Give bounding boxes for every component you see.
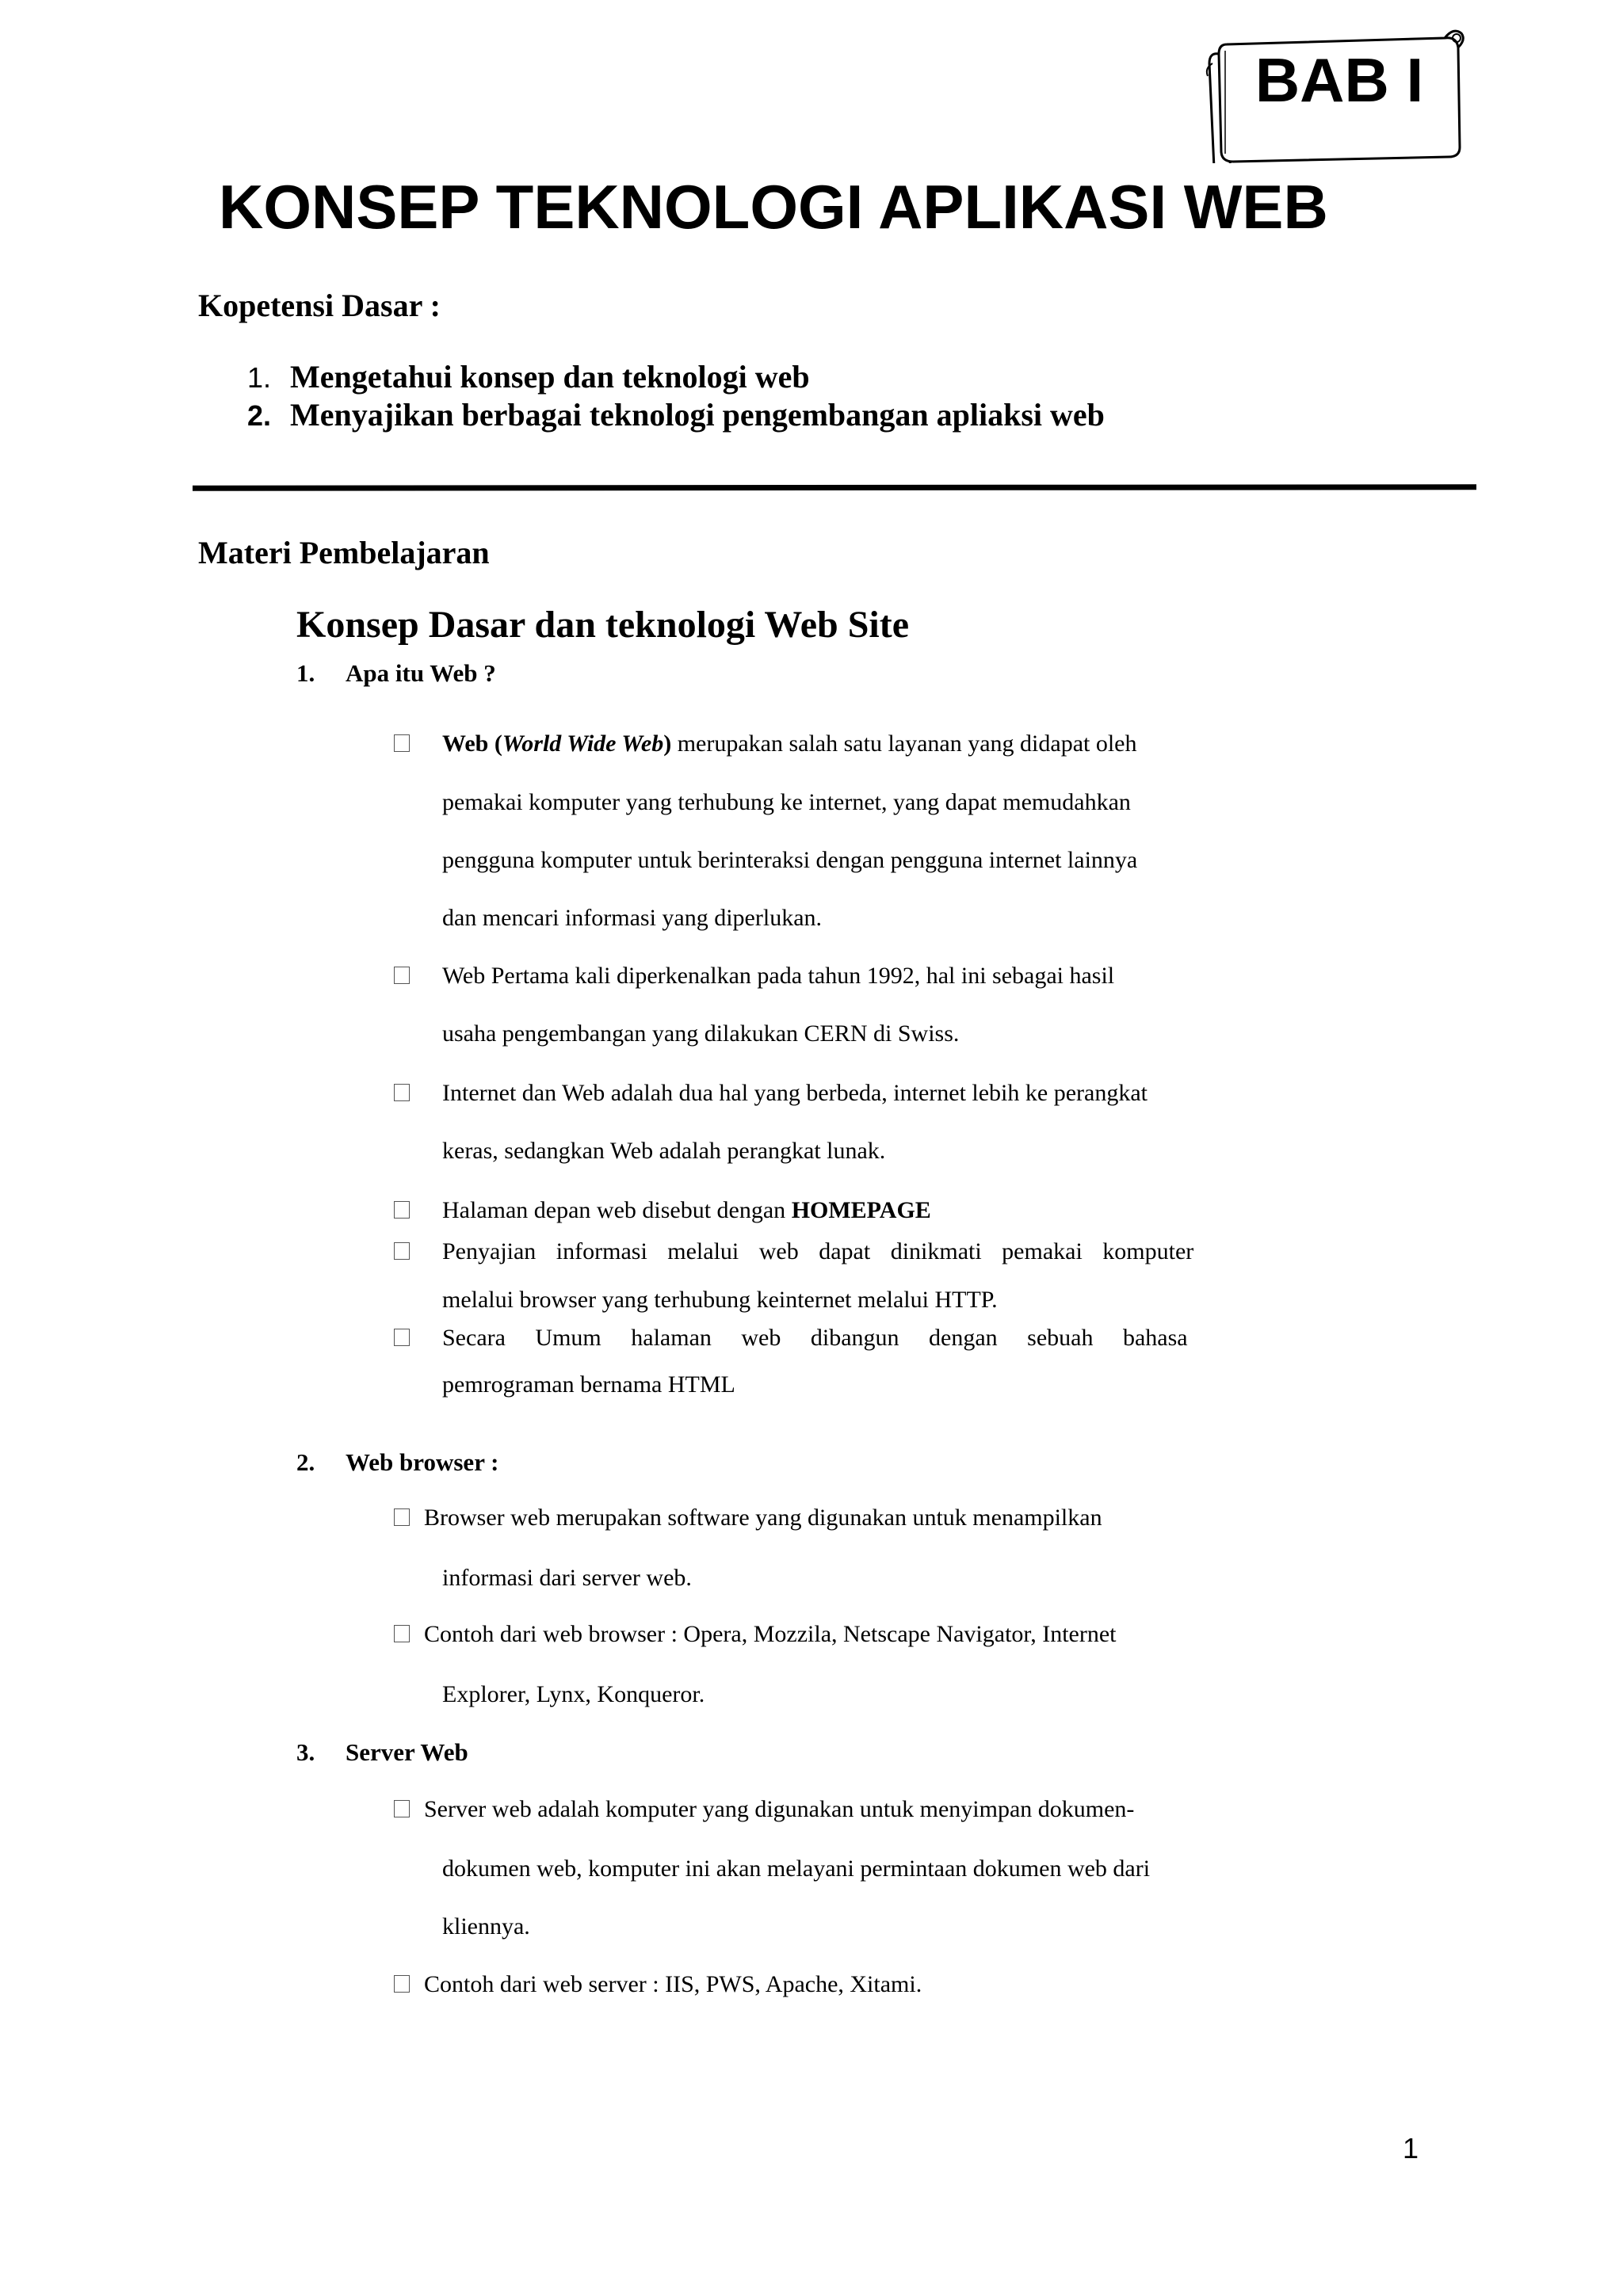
kompetensi-heading: Kopetensi Dasar :: [198, 288, 441, 323]
section-title: Server Web: [346, 1738, 468, 1766]
bullet-box-icon: [394, 1201, 410, 1219]
bullet-line: keras, sedangkan Web adalah perangkat lunak.: [442, 1138, 886, 1164]
bullet-line: pengguna komputer untuk berinteraksi dengan pengguna internet lainnya: [442, 847, 1138, 873]
bold-lead-close: ): [663, 730, 672, 757]
italic-term: World Wide Web: [502, 730, 664, 757]
bullet-line: Contoh dari web browser : Opera, Mozzila, Netscape Navigator, Internet: [424, 1621, 1117, 1647]
bullet-box-icon: [394, 1625, 410, 1642]
bullet-line: dan mencari informasi yang diperlukan.: [442, 905, 823, 931]
bullet-line: Internet dan Web adalah dua hal yang berbeda, internet lebih ke perangkat: [442, 1080, 1148, 1106]
bullet-line: melalui browser yang terhubung keinternet melalui HTTP.: [442, 1287, 998, 1313]
justified-text: [442, 1238, 1194, 1264]
section-heading: [296, 1450, 498, 1474]
bullet-text: Halaman depan web disebut dengan: [442, 1197, 786, 1223]
bullet-line: Contoh dari web server : IIS, PWS, Apache, Xitami.: [424, 1971, 922, 1997]
bullet-text: merupakan salah satu layanan yang didapat oleh: [677, 730, 1137, 757]
bullet-line: pemakai komputer yang terhubung ke internet, yang dapat memudahkan: [442, 789, 1131, 815]
bullet-line-justified: [442, 1326, 1188, 1350]
bullet-box-icon: [394, 1508, 410, 1526]
list-item-text: Mengetahui konsep dan teknologi web: [290, 359, 810, 395]
bullet-line: [442, 1199, 931, 1222]
bullet-box-icon: [394, 734, 410, 752]
bullet-box-icon: [394, 1800, 410, 1817]
section-heading: [296, 1740, 468, 1764]
section-divider: [193, 484, 1476, 490]
page-title: KONSEP TEKNOLOGI APLIKASI WEB: [219, 172, 1328, 242]
section-number: 1.: [296, 659, 315, 687]
bullet-line: Browser web merupakan software yang digunakan untuk menampilkan: [424, 1505, 1102, 1531]
page-number: 1: [1403, 2132, 1419, 2164]
bullet-line: kliennya.: [442, 1913, 530, 1939]
bullet-line: Web Pertama kali diperkenalkan pada tahun 1992, hal ini sebagai hasil: [442, 963, 1115, 989]
bullet-line-justified: [442, 1238, 1194, 1264]
kompetensi-item: [247, 361, 810, 393]
section-heading: [296, 661, 496, 685]
bullet-box-icon: [394, 967, 410, 984]
bullet-line: Server web adalah komputer yang digunakan untuk menyimpan dokumen-: [424, 1796, 1135, 1822]
chapter-label: BAB I: [1254, 45, 1424, 115]
bullet-text: Penyajian informasi melalui web dapat dinikmati pemakai komputer: [442, 1238, 1194, 1264]
section-number: 2.: [296, 1448, 315, 1476]
list-number: 2.: [247, 399, 272, 432]
section-number: 3.: [296, 1738, 315, 1766]
kompetensi-item: [247, 399, 1105, 431]
bullet-box-icon: [394, 1329, 410, 1346]
bullet-line: pemrograman bernama HTML: [442, 1371, 735, 1398]
materi-heading: Materi Pembelajaran: [198, 535, 490, 570]
bullet-line: Explorer, Lynx, Konqueror.: [442, 1681, 705, 1707]
bullet-box-icon: [394, 1084, 410, 1101]
subsection-title: Konsep Dasar dan teknologi Web Site: [296, 604, 910, 646]
bullet-line: dokumen web, komputer ini akan melayani permintaan dokumen web dari: [442, 1855, 1151, 1882]
bold-lead: Web (: [442, 730, 502, 757]
bullet-line: informasi dari server web.: [442, 1565, 692, 1591]
section-title: Apa itu Web ?: [346, 659, 496, 687]
list-item-text: Menyajikan berbagai teknologi pengembangan apliaksi web: [290, 397, 1105, 433]
bullet-text: Secara Umum halaman web dibangun dengan sebuah bahasa: [442, 1325, 1188, 1351]
bold-term: HOMEPAGE: [791, 1197, 931, 1223]
bullet-line: usaha pengembangan yang dilakukan CERN di Swiss.: [442, 1020, 960, 1047]
list-number: 1.: [247, 361, 272, 394]
bullet-box-icon: [394, 1975, 410, 1993]
bullet-box-icon: [394, 1242, 410, 1260]
bullet-line: [442, 732, 1137, 756]
section-title: Web browser :: [346, 1448, 499, 1476]
